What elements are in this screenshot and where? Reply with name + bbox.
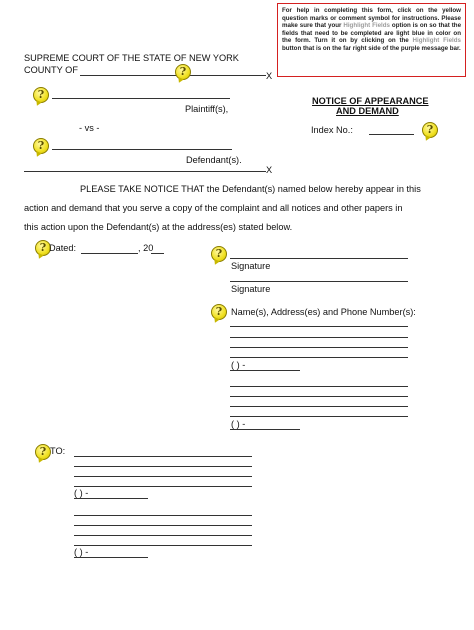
question-mark-icon[interactable]: ? [211, 304, 227, 320]
to-address-line-3[interactable] [74, 476, 252, 477]
index-no-field[interactable] [369, 134, 414, 135]
caption-x-top: X [266, 71, 273, 81]
question-mark-icon[interactable]: ? [211, 246, 227, 262]
address-line-2[interactable] [230, 337, 408, 338]
to-phone-field-2[interactable]: ( ) - [74, 547, 89, 557]
question-mark-icon[interactable]: ? [33, 87, 49, 103]
help-highlight-2: Highlight Fields [412, 37, 461, 45]
question-mark-icon[interactable]: ? [33, 138, 49, 154]
date-field[interactable] [81, 253, 138, 254]
to-address-line-5[interactable] [74, 515, 252, 516]
signature-label-2: Signature [231, 284, 271, 294]
caption-x-bottom: X [266, 165, 273, 175]
to-address-line-2[interactable] [74, 466, 252, 467]
phone-field-2[interactable]: ( ) - [231, 419, 246, 429]
address-line-7[interactable] [230, 406, 408, 407]
document-title: NOTICE OF APPEARANCE [312, 96, 429, 106]
court-name: SUPREME COURT OF THE STATE OF NEW YORK [24, 53, 239, 63]
question-mark-icon[interactable]: ? [35, 240, 51, 256]
address-line-6[interactable] [230, 396, 408, 397]
to-address-line-7[interactable] [74, 535, 252, 536]
phone-underline-2 [230, 429, 300, 430]
help-text-1: For help in completing this form, click on the yellow question marks or comment symbol for instructions. Please make sure that your [282, 7, 461, 30]
defendant-field[interactable] [52, 149, 232, 150]
to-address-line-4[interactable] [74, 486, 252, 487]
to-address-line-8[interactable] [74, 545, 252, 546]
notice-body-line2: action and demand that you serve a copy of the complaint and all notices and other papers in [24, 203, 403, 213]
to-phone-field-1[interactable]: ( ) - [74, 488, 89, 498]
county-field[interactable] [80, 75, 266, 76]
help-text-3: button that is on the far right side of the purple message bar. [282, 44, 461, 52]
to-address-line-6[interactable] [74, 525, 252, 526]
index-no-label: Index No.: [311, 125, 353, 135]
notice-body-line3: this action upon the Defendant(s) at the address(es) stated below. [24, 222, 293, 232]
year-field[interactable] [151, 253, 164, 254]
address-line-4[interactable] [230, 357, 408, 358]
document-title-line2: AND DEMAND [336, 106, 399, 116]
dated-label: Dated: [49, 243, 77, 253]
address-line-8[interactable] [230, 416, 408, 417]
help-text-2: option is on so that the fields that need to be completed are light blue in color on the form. Turn it on by clicking on the [282, 22, 462, 45]
address-line-5[interactable] [230, 386, 408, 387]
question-mark-icon[interactable]: ? [422, 122, 438, 138]
phone-field-1[interactable]: ( ) - [231, 360, 246, 370]
defendant-label: Defendant(s). [186, 155, 242, 165]
address-line-1[interactable] [230, 326, 408, 327]
names-address-label: Name(s), Address(es) and Phone Number(s): [231, 307, 416, 317]
to-label: TO: [50, 446, 66, 456]
signature-line-2[interactable] [230, 281, 408, 282]
county-label: COUNTY OF [24, 65, 78, 75]
signature-line-1[interactable] [230, 258, 408, 259]
help-instructions-box [277, 3, 466, 77]
help-highlight-1: Highlight Fields [343, 22, 390, 30]
versus-label: - vs - [79, 123, 100, 133]
notice-body-line1: PLEASE TAKE NOTICE THAT the Defendant(s) named below hereby appear in this [80, 184, 421, 194]
address-line-3[interactable] [230, 347, 408, 348]
to-phone-underline-1 [74, 498, 148, 499]
to-address-line-1[interactable] [74, 456, 252, 457]
question-mark-icon[interactable]: ? [35, 444, 51, 460]
question-mark-icon[interactable]: ? [175, 64, 191, 80]
signature-label-1: Signature [231, 261, 271, 271]
plaintiff-field[interactable] [52, 98, 230, 99]
plaintiff-label: Plaintiff(s), [185, 104, 229, 114]
phone-underline-1 [230, 370, 300, 371]
caption-bottom-line [24, 171, 266, 172]
year-prefix: , 20 [138, 243, 154, 253]
to-phone-underline-2 [74, 557, 148, 558]
